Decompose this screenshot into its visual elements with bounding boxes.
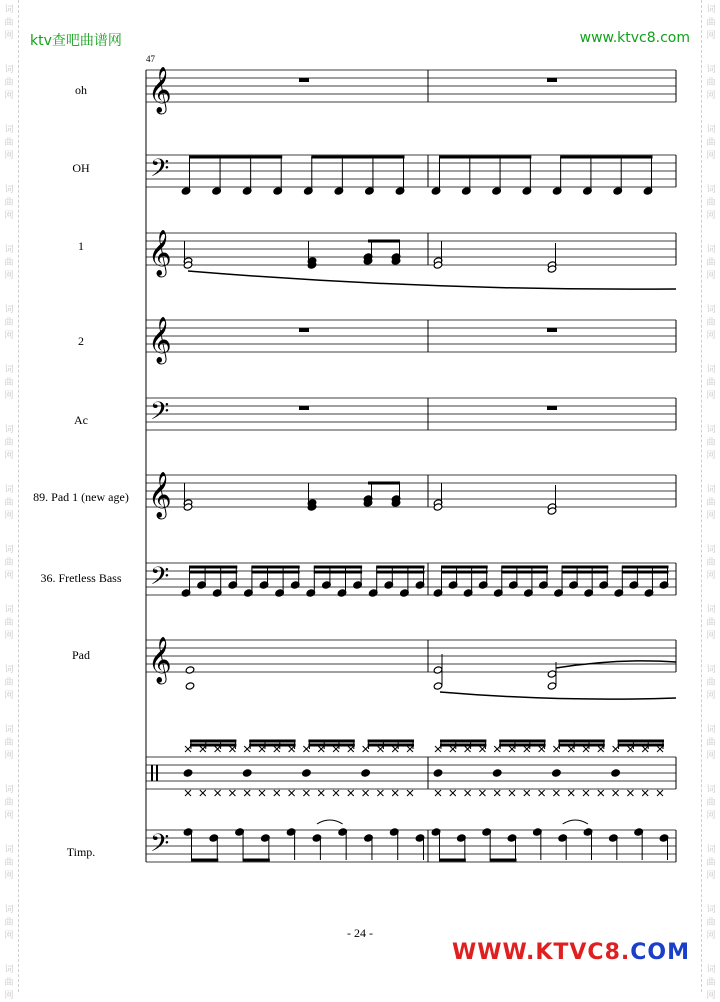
beam	[618, 744, 664, 747]
watermark-glyph: 曲	[706, 738, 716, 748]
watermark-glyph: 词	[706, 485, 716, 495]
beam	[249, 744, 295, 747]
instrument-label-pad-new-age: 89. Pad 1 (new age)	[33, 490, 129, 504]
beam	[376, 571, 424, 574]
watermark-glyph: 词	[4, 785, 14, 795]
beam	[311, 156, 404, 159]
watermark-glyph: 网	[706, 451, 716, 461]
watermark-glyph: 曲	[706, 678, 716, 688]
watermark-glyph: 词	[4, 665, 14, 675]
watermark-glyph: 曲	[4, 798, 14, 808]
watermark-glyph: 网	[4, 931, 14, 941]
beam	[558, 740, 604, 743]
whole-rest	[299, 78, 309, 82]
watermark-glyph: 曲	[706, 18, 716, 28]
notehead	[547, 670, 557, 678]
watermark-glyph: 词	[4, 5, 14, 15]
watermark-glyph: 词	[706, 365, 716, 375]
watermark-glyph: 曲	[706, 78, 716, 88]
watermark-glyph: 网	[4, 31, 14, 41]
beam	[439, 156, 531, 159]
watermark-glyph: 曲	[706, 858, 716, 868]
watermark-glyph: 网	[706, 751, 716, 761]
beam	[191, 859, 218, 862]
watermark-glyph: 曲	[706, 198, 716, 208]
watermark-glyph: 网	[706, 151, 716, 161]
bass-clef: 𝄢	[150, 154, 170, 189]
notehead	[302, 769, 312, 777]
watermark-glyph: 曲	[706, 378, 716, 388]
whole-rest	[547, 406, 557, 410]
watermark-glyph: 曲	[4, 378, 14, 388]
beam	[501, 566, 548, 569]
instrument-label-pad: Pad	[72, 648, 90, 662]
beam	[308, 744, 354, 747]
watermark-glyph: 网	[4, 691, 14, 701]
notehead	[185, 682, 195, 690]
beam	[562, 571, 609, 574]
notehead	[183, 769, 193, 777]
watermark-glyph: 词	[4, 845, 14, 855]
watermark-glyph: 词	[706, 665, 716, 675]
beam	[314, 571, 362, 574]
watermark-glyph: 词	[4, 485, 14, 495]
footer-logo-main: WWW.KTVC8.	[451, 940, 631, 965]
slur	[317, 820, 343, 824]
watermark-glyph: 词	[4, 65, 14, 75]
tie	[556, 661, 676, 668]
watermark-glyph: 网	[706, 871, 716, 881]
watermark-glyph: 曲	[4, 318, 14, 328]
watermark-glyph: 曲	[4, 918, 14, 928]
watermark-glyph: 词	[706, 785, 716, 795]
watermark-glyph: 曲	[4, 498, 14, 508]
instrument-label-1: 1	[78, 239, 84, 253]
beam	[308, 740, 354, 743]
watermark-glyph: 网	[4, 751, 14, 761]
beam	[190, 744, 236, 747]
watermark-glyph: 网	[4, 91, 14, 101]
watermark-glyph: 网	[4, 211, 14, 221]
watermark-glyph: 词	[4, 605, 14, 615]
watermark-glyph: 网	[706, 811, 716, 821]
watermark-glyph: 曲	[4, 138, 14, 148]
watermark-glyph: 曲	[4, 78, 14, 88]
watermark-glyph: 网	[706, 271, 716, 281]
watermark-glyph: 网	[4, 451, 14, 461]
treble-clef: 𝄞	[148, 637, 172, 683]
watermark-glyph: 词	[4, 365, 14, 375]
watermark-glyph: 网	[706, 991, 716, 1001]
watermark-glyph: 网	[4, 331, 14, 341]
beam	[441, 566, 488, 569]
bass-clef: 𝄢	[150, 562, 170, 597]
notehead	[611, 769, 621, 777]
watermark-glyph: 曲	[4, 198, 14, 208]
watermark-glyph: 词	[706, 65, 716, 75]
notehead	[361, 769, 371, 777]
beam	[439, 859, 466, 862]
watermark-glyph: 词	[706, 845, 716, 855]
watermark-glyph: 词	[4, 185, 14, 195]
watermark-glyph: 词	[4, 245, 14, 255]
watermark-glyph: 网	[706, 391, 716, 401]
beam	[490, 859, 517, 862]
tie	[188, 271, 676, 289]
beam	[499, 740, 545, 743]
watermark-glyph: 网	[4, 511, 14, 521]
beam	[243, 859, 270, 862]
beam	[251, 571, 299, 574]
watermark-glyph: 曲	[706, 558, 716, 568]
beam	[618, 740, 664, 743]
watermark-glyph: 曲	[706, 258, 716, 268]
watermark-glyph: 网	[4, 391, 14, 401]
beam	[189, 571, 237, 574]
whole-rest	[547, 78, 557, 82]
notehead	[433, 769, 443, 777]
instrument-label-OH: OH	[72, 161, 90, 175]
watermark-glyph: 曲	[4, 438, 14, 448]
site-url-header[interactable]: www.ktvc8.com	[579, 30, 690, 46]
watermark-glyph: 词	[4, 425, 14, 435]
watermark-glyph: 网	[4, 991, 14, 1001]
watermark-glyph: 曲	[4, 618, 14, 628]
beam	[189, 566, 237, 569]
beam	[314, 566, 362, 569]
beam	[560, 156, 652, 159]
watermark-glyph: 网	[706, 631, 716, 641]
watermark-glyph: 词	[706, 5, 716, 15]
beam	[558, 744, 604, 747]
watermark-glyph: 词	[4, 125, 14, 135]
notehead	[552, 769, 562, 777]
watermark-glyph: 网	[706, 31, 716, 41]
instrument-label-oh: oh	[75, 83, 87, 97]
beam	[368, 744, 414, 747]
beam	[622, 566, 669, 569]
measure-number: 47	[146, 54, 155, 64]
watermark-glyph: 网	[706, 931, 716, 941]
beam	[368, 240, 400, 243]
instrument-label-timpani: Timp.	[66, 845, 96, 859]
watermark-glyph: 曲	[706, 438, 716, 448]
watermark-glyph: 网	[4, 571, 14, 581]
slur	[563, 820, 588, 824]
instrument-label-ac: Ac	[74, 413, 88, 427]
treble-clef: 𝄞	[148, 317, 172, 363]
notehead	[492, 769, 502, 777]
watermark-glyph: 词	[706, 965, 716, 975]
instrument-label-2: 2	[78, 334, 84, 348]
watermark-glyph: 曲	[706, 138, 716, 148]
beam	[190, 740, 236, 743]
watermark-glyph: 曲	[706, 318, 716, 328]
treble-clef: 𝄞	[148, 472, 172, 518]
watermark-glyph: 词	[4, 725, 14, 735]
beam	[622, 571, 669, 574]
instrument-label-fretless-bass: 36. Fretless Bass	[40, 571, 122, 585]
watermark-glyph: 词	[706, 245, 716, 255]
watermark-glyph: 网	[4, 811, 14, 821]
watermark-glyph: 曲	[4, 18, 14, 28]
treble-clef: 𝄞	[148, 230, 172, 276]
watermark-glyph: 词	[706, 305, 716, 315]
bass-clef: 𝄢	[150, 397, 170, 432]
watermark-glyph: 曲	[4, 558, 14, 568]
watermark-glyph: 曲	[4, 678, 14, 688]
watermark-glyph: 词	[706, 725, 716, 735]
tie	[440, 692, 676, 699]
percussion-clef	[151, 765, 153, 781]
whole-rest	[299, 328, 309, 332]
watermark-glyph: 网	[706, 331, 716, 341]
watermark-glyph: 曲	[706, 618, 716, 628]
watermark-glyph: 曲	[4, 858, 14, 868]
watermark-glyph: 网	[706, 211, 716, 221]
notehead	[547, 682, 557, 690]
watermark-glyph: 网	[4, 631, 14, 641]
beam	[499, 744, 545, 747]
watermark-glyph: 曲	[4, 738, 14, 748]
watermark-glyph: 词	[4, 545, 14, 555]
watermark-glyph: 词	[4, 305, 14, 315]
watermark-glyph: 曲	[4, 258, 14, 268]
beam	[368, 740, 414, 743]
watermark-glyph: 网	[4, 871, 14, 881]
bass-clef: 𝄢	[150, 829, 170, 864]
beam	[251, 566, 299, 569]
watermark-glyph: 词	[706, 545, 716, 555]
watermark-glyph: 词	[4, 905, 14, 915]
notehead	[433, 682, 443, 690]
watermark-glyph: 网	[4, 151, 14, 161]
watermark-glyph: 词	[706, 185, 716, 195]
footer-logo-tail: COM	[630, 940, 690, 965]
treble-clef: 𝄞	[148, 67, 172, 113]
beam	[189, 156, 282, 159]
beam	[249, 740, 295, 743]
beam	[441, 571, 488, 574]
footer-logo	[452, 940, 690, 965]
watermark-glyph: 词	[706, 425, 716, 435]
watermark-glyph: 网	[706, 571, 716, 581]
watermark-glyph: 曲	[4, 978, 14, 988]
page-number: - 24 -	[347, 926, 373, 940]
percussion-clef	[156, 765, 158, 781]
watermark-glyph: 曲	[706, 498, 716, 508]
watermark-glyph: 词	[4, 965, 14, 975]
beam	[440, 744, 486, 747]
beam	[368, 482, 400, 485]
beam	[440, 740, 486, 743]
notehead	[242, 769, 252, 777]
whole-rest	[299, 406, 309, 410]
site-name-header[interactable]: ktv查吧曲谱网	[30, 33, 122, 49]
beam	[376, 566, 424, 569]
watermark-glyph: 曲	[706, 978, 716, 988]
watermark-glyph: 网	[706, 691, 716, 701]
watermark-glyph: 词	[706, 125, 716, 135]
beam	[501, 571, 548, 574]
notehead	[433, 666, 443, 674]
watermark-glyph: 曲	[706, 798, 716, 808]
beam	[562, 566, 609, 569]
watermark-glyph: 网	[4, 271, 14, 281]
watermark-glyph: 网	[706, 511, 716, 521]
watermark-glyph: 网	[706, 91, 716, 101]
whole-rest	[547, 328, 557, 332]
watermark-glyph: 曲	[706, 918, 716, 928]
watermark-glyph: 词	[706, 605, 716, 615]
notehead	[185, 666, 195, 674]
watermark-glyph: 词	[706, 905, 716, 915]
